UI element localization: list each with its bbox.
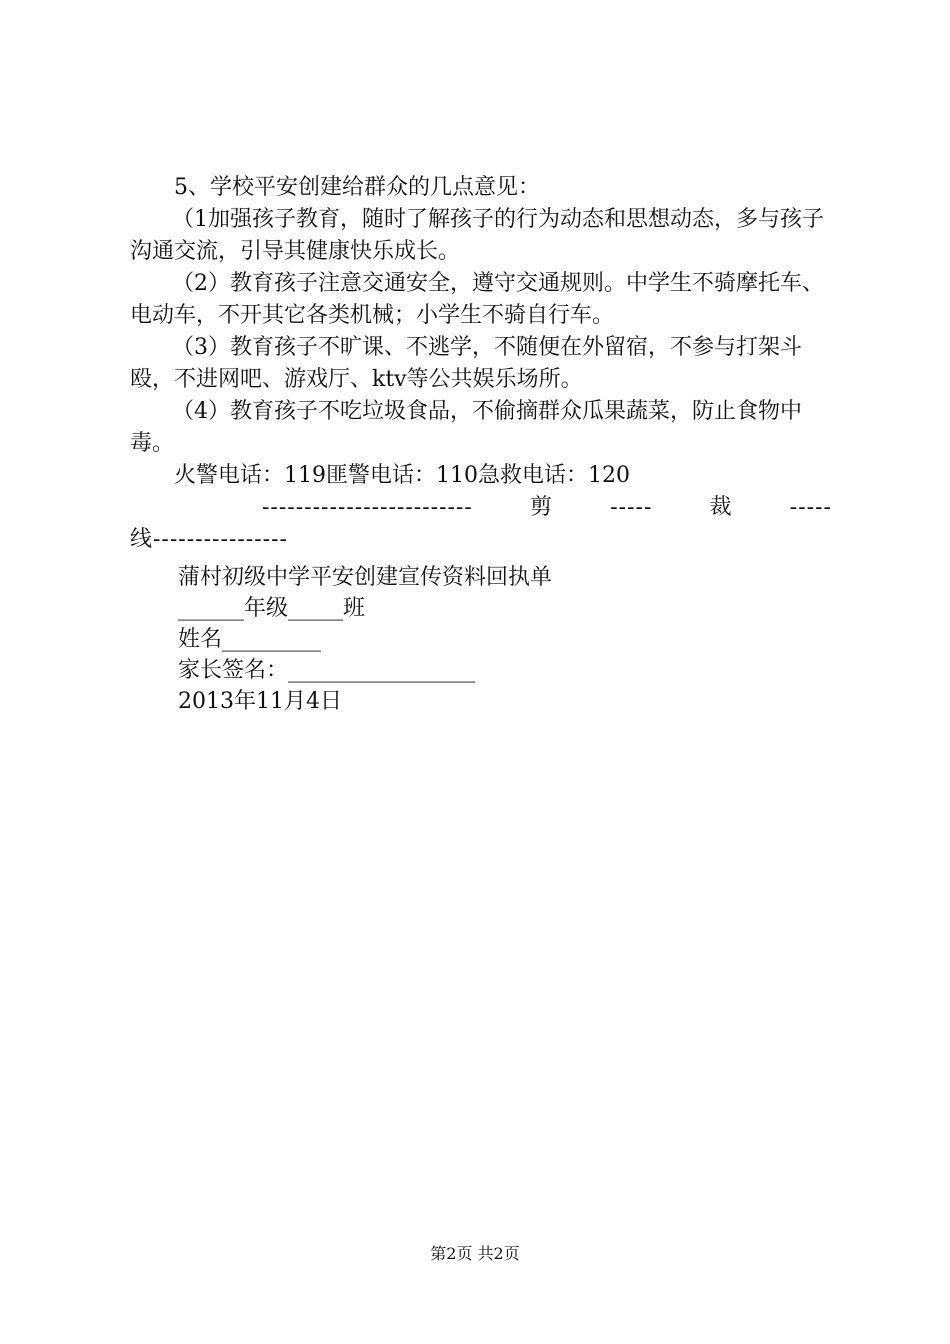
parent-signature-field: 家长签名：_________________ xyxy=(178,658,476,683)
receipt-slip xyxy=(130,562,832,717)
emergency-phones: 火警电话：119匪警电话：110急救电话：120 xyxy=(174,463,630,488)
student-name-field: 姓名_________ xyxy=(178,627,322,652)
cut-line-char: 剪 xyxy=(530,495,554,520)
cut-line-segment: ------------------------- xyxy=(262,495,473,520)
cut-line-char: 裁 xyxy=(709,495,733,520)
cut-line-segment: ----- xyxy=(789,495,832,520)
advice-item-1: （1加强孩子教育，随时了解孩子的行为动态和思想动态，多与孩子沟通交流，引导其健康快乐成长。 xyxy=(130,207,824,264)
page-footer: 第2页 共2页 xyxy=(430,1244,520,1263)
section-heading: 5、学校平安创建给群众的几点意见： xyxy=(174,175,540,200)
cut-line-segment: ----- xyxy=(610,495,653,520)
cut-line-continued: 线---------------- xyxy=(130,527,288,552)
advice-item-4: （4）教育孩子不吃垃圾食品，不偷摘群众瓜果蔬菜，防止食物中毒。 xyxy=(130,399,802,456)
advice-item-2: （2）教育孩子注意交通安全，遵守交通规则。中学生不骑摩托车、电动车，不开其它各类机械；小学生不骑自行车。 xyxy=(130,271,824,328)
advice-item-3: （3）教育孩子不旷课、不逃学，不随便在外留宿，不参与打架斗殴，不进网吧、游戏厅、ktv等公共娱乐场所。 xyxy=(130,335,802,392)
receipt-title: 蒲村初级中学平安创建宣传资料回执单 xyxy=(178,565,553,590)
document-body xyxy=(130,172,832,717)
grade-class-field: ______年级_____班 xyxy=(178,596,366,621)
cut-line xyxy=(130,492,832,524)
receipt-date: 2013年11月4日 xyxy=(178,689,342,714)
